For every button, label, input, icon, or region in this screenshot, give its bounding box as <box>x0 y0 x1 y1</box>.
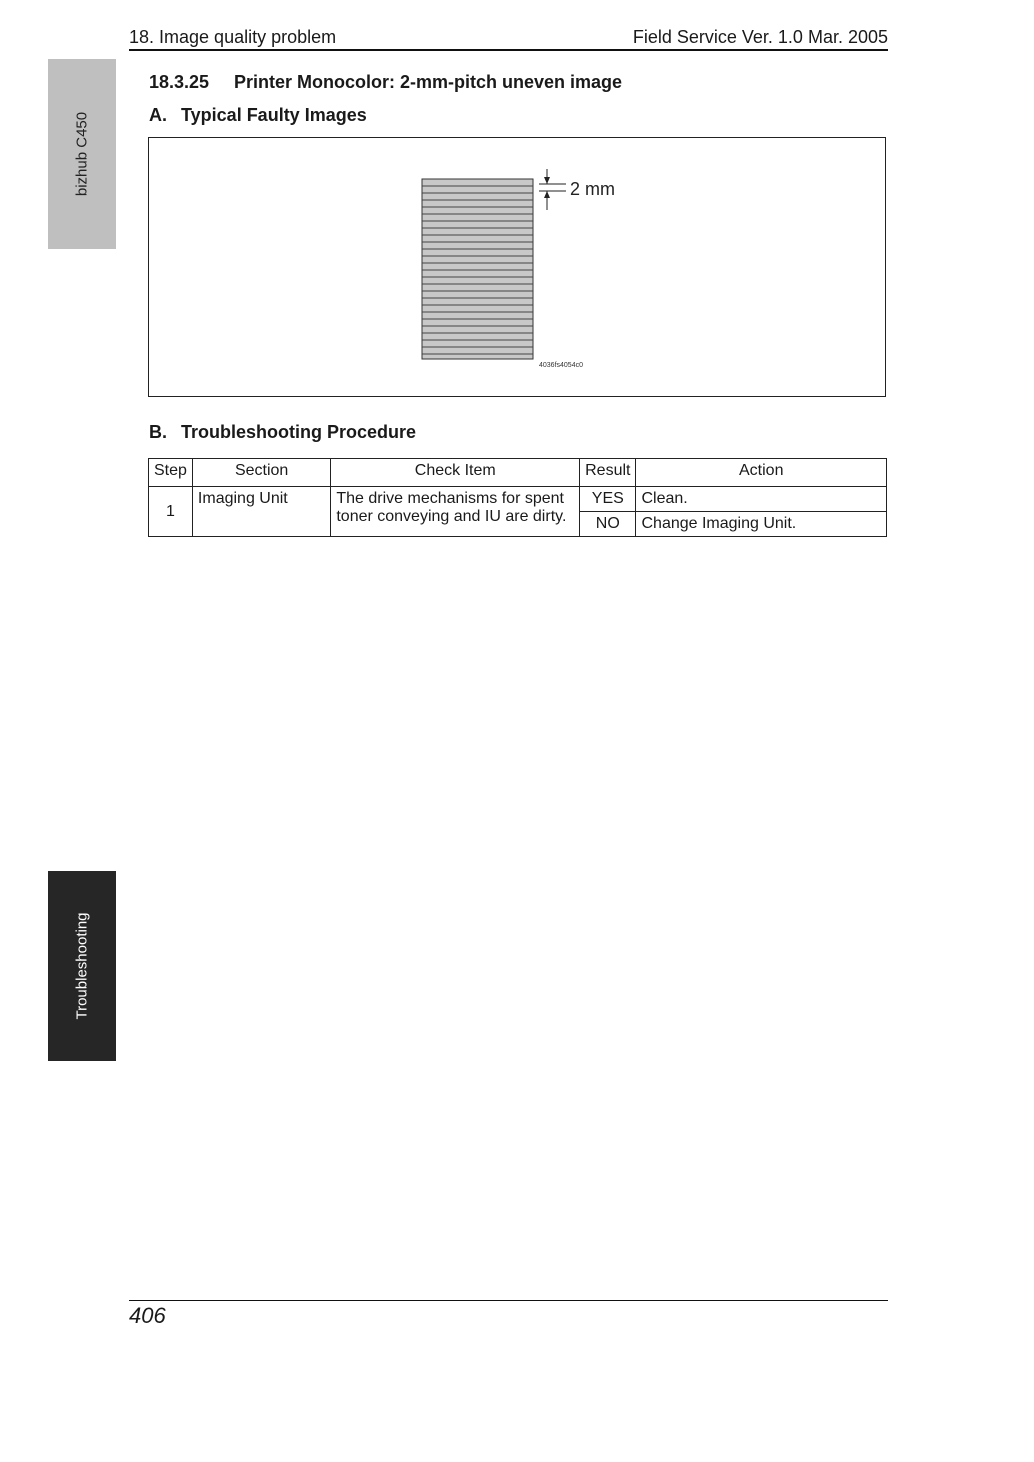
section-number: 18.3.25 <box>149 72 210 92</box>
header-section: Section <box>192 459 330 487</box>
part-a-letter: A. <box>149 105 167 125</box>
troubleshooting-table <box>148 458 887 537</box>
side-tab-category-label: Troubleshooting <box>73 912 91 1020</box>
faulty-image-figure <box>148 137 886 397</box>
figure-code: 4036fs4054c0 <box>539 362 583 369</box>
section-title-text: Printer Monocolor: 2-mm-pitch uneven image <box>234 72 623 92</box>
page-number: 406 <box>129 1303 166 1328</box>
header-edition: Field Service Ver. 1.0 Mar. 2005 <box>632 27 888 47</box>
sample-background <box>422 179 533 359</box>
header-result: Result <box>580 459 636 487</box>
pitch-label: 2 mm <box>570 179 615 199</box>
side-tab-model <box>48 59 116 249</box>
cell-section: Imaging Unit <box>192 487 330 537</box>
section-title <box>149 72 622 93</box>
part-b-title: Troubleshooting Procedure <box>181 422 417 442</box>
side-tab-model-label: bizhub C450 <box>73 111 91 197</box>
table-row <box>149 487 887 512</box>
table-header-row <box>149 459 887 487</box>
side-tab-category <box>48 871 116 1061</box>
part-a-heading <box>149 105 367 126</box>
header-step: Step <box>149 459 193 487</box>
part-b-letter: B. <box>149 422 167 442</box>
part-a-title: Typical Faulty Images <box>181 105 367 125</box>
header-chapter: 18. Image quality problem <box>129 27 337 47</box>
header-action: Action <box>636 459 887 487</box>
cell-check-item: The drive mechanisms for spent toner conveying and IU are dirty. <box>331 487 580 537</box>
header-check-item: Check Item <box>331 459 580 487</box>
cell-action-yes: Clean. <box>636 487 887 512</box>
pitch-arrow-bottom-head <box>544 191 550 198</box>
cell-result-no: NO <box>580 512 636 537</box>
faulty-image-svg <box>149 138 887 398</box>
footer-rule <box>129 1300 888 1301</box>
pitch-arrow-top-head <box>544 177 550 184</box>
striped-sample <box>422 179 533 359</box>
header-rule <box>129 49 888 51</box>
cell-result-yes: YES <box>580 487 636 512</box>
cell-action-no: Change Imaging Unit. <box>636 512 887 537</box>
part-b-heading <box>149 422 416 443</box>
cell-step: 1 <box>149 487 193 537</box>
